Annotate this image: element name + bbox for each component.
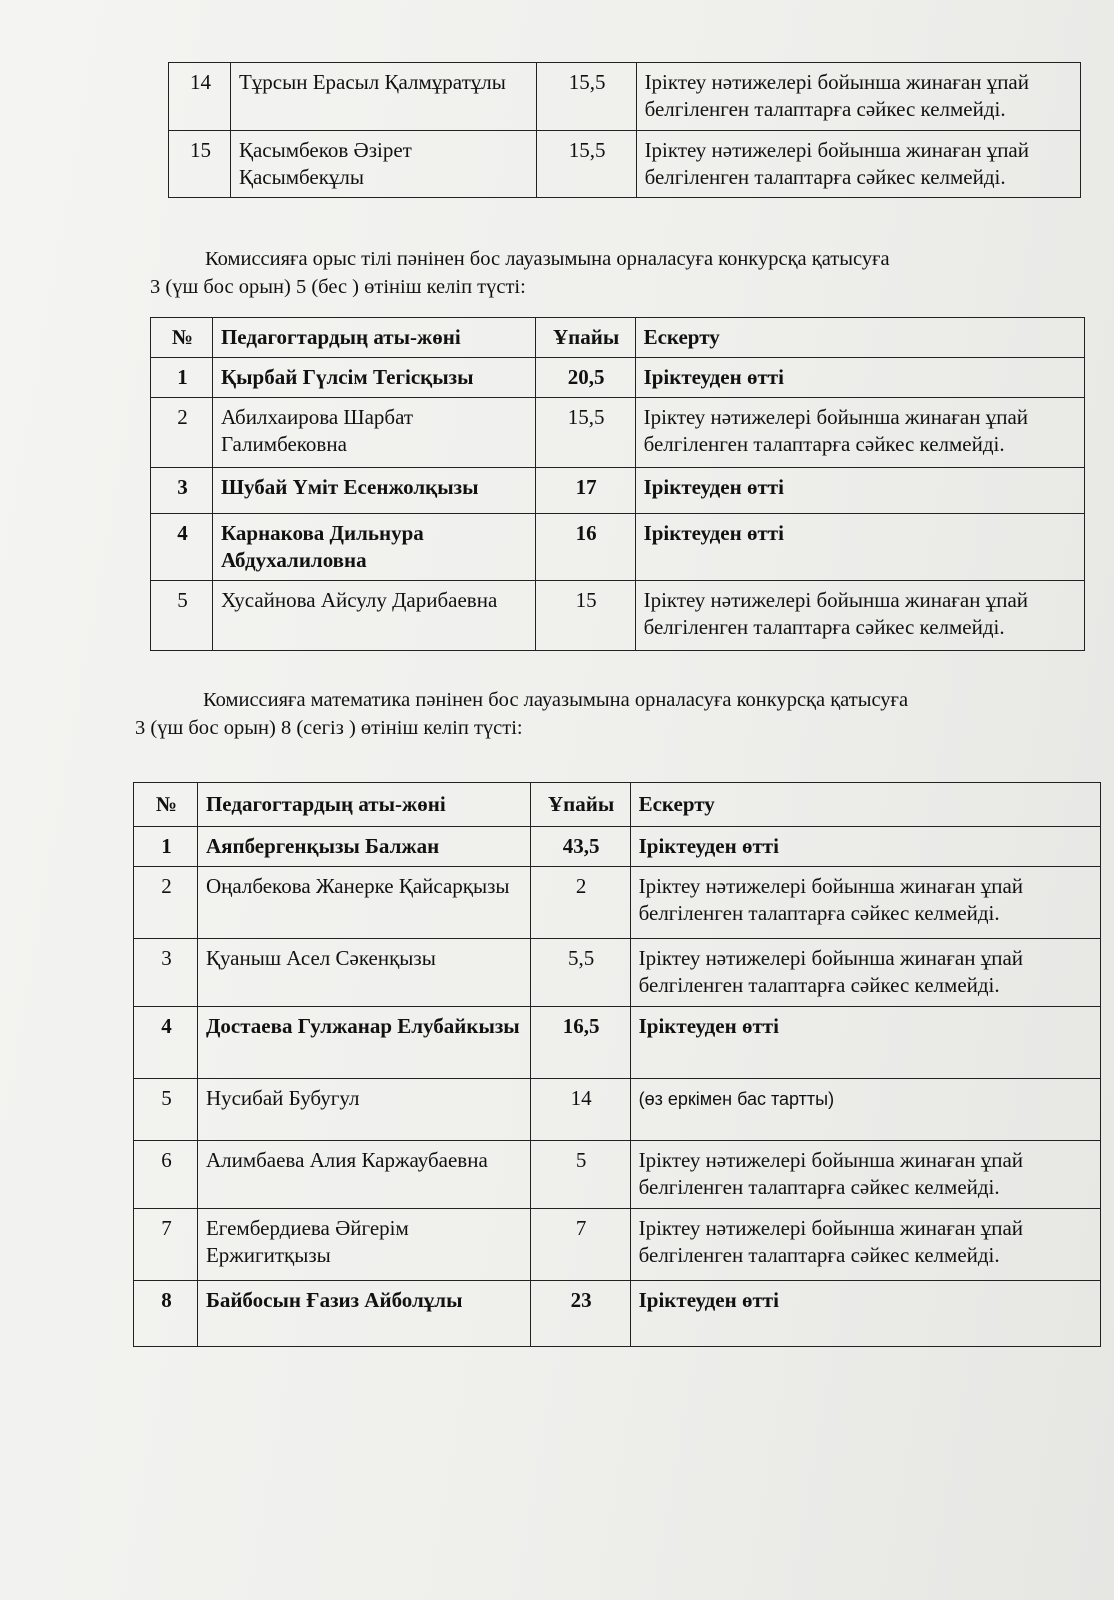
score-value: 14 bbox=[530, 1079, 630, 1141]
row-number: 1 bbox=[134, 827, 198, 867]
score-value: 16,5 bbox=[530, 1007, 630, 1079]
score-value: 2 bbox=[530, 867, 630, 939]
teacher-name: Қасымбеков Әзірет Қасымбекұлы bbox=[230, 131, 536, 198]
table-row bbox=[151, 398, 1085, 468]
row-number: 3 bbox=[151, 468, 213, 514]
teacher-name: Қырбай Гүлсім Тегісқызы bbox=[212, 358, 535, 398]
header-score: Ұпайы bbox=[530, 783, 630, 827]
score-value: 7 bbox=[530, 1209, 630, 1281]
teacher-name: Оңалбекова Жанерке Қайсарқызы bbox=[197, 867, 530, 939]
table-top-body bbox=[169, 63, 1081, 198]
paragraph-math bbox=[135, 686, 1075, 742]
row-number: 4 bbox=[134, 1007, 198, 1079]
table-row bbox=[134, 1281, 1101, 1347]
header-number: № bbox=[151, 318, 213, 358]
header-remark: Ескерту bbox=[635, 318, 1084, 358]
remark: Іріктеу нәтижелері бойынша жинаған ұпай белгіленген талаптарға сәйкес келмейді. bbox=[630, 1141, 1100, 1209]
table-russian-body bbox=[151, 318, 1085, 651]
table-math bbox=[133, 782, 1101, 1347]
row-number: 6 bbox=[134, 1141, 198, 1209]
remark: Іріктеуден өтті bbox=[635, 514, 1084, 581]
table-row bbox=[134, 1007, 1101, 1079]
header-score: Ұпайы bbox=[535, 318, 635, 358]
teacher-name: Байбосын Ғазиз Айболұлы bbox=[197, 1281, 530, 1347]
score-value: 15,5 bbox=[536, 131, 636, 198]
remark: Іріктеу нәтижелері бойынша жинаған ұпай белгіленген талаптарға сәйкес келмейді. bbox=[630, 1209, 1100, 1281]
row-number: 8 bbox=[134, 1281, 198, 1347]
remark: Іріктеуден өтті bbox=[635, 468, 1084, 514]
score-value: 15 bbox=[535, 581, 635, 651]
teacher-name: Қуаныш Асел Сәкенқызы bbox=[197, 939, 530, 1007]
score-value: 20,5 bbox=[535, 358, 635, 398]
remark: Іріктеу нәтижелері бойынша жинаған ұпай белгіленген талаптарға сәйкес келмейді. bbox=[635, 398, 1084, 468]
table-row bbox=[134, 1141, 1101, 1209]
remark-text: (өз еркімен бас тартты) bbox=[638, 1089, 835, 1109]
teacher-name: Абилхаирова Шарбат Галимбековна bbox=[212, 398, 535, 468]
score-value: 16 bbox=[535, 514, 635, 581]
table-header-row bbox=[134, 783, 1101, 827]
table-row bbox=[134, 827, 1101, 867]
score-value: 15,5 bbox=[535, 398, 635, 468]
paragraph-math-line1: Комиссияға математика пәнінен бос лауазымына орналасуға конкурсқа қатысуға bbox=[203, 689, 909, 711]
teacher-name: Нусибай Бубугул bbox=[197, 1079, 530, 1141]
table-row bbox=[151, 358, 1085, 398]
score-value: 5 bbox=[530, 1141, 630, 1209]
remark: Іріктеу нәтижелері бойынша жинаған ұпай белгіленген талаптарға сәйкес келмейді. bbox=[636, 63, 1080, 131]
score-value: 17 bbox=[535, 468, 635, 514]
score-value: 5,5 bbox=[530, 939, 630, 1007]
header-number: № bbox=[134, 783, 198, 827]
table-row bbox=[134, 1079, 1101, 1141]
teacher-name: Егембердиева Әйгерім Ержигитқызы bbox=[197, 1209, 530, 1281]
table-math-body bbox=[134, 783, 1101, 1347]
teacher-name: Алимбаева Алия Каржаубаевна bbox=[197, 1141, 530, 1209]
remark: Іріктеу нәтижелері бойынша жинаған ұпай белгіленген талаптарға сәйкес келмейді. bbox=[630, 939, 1100, 1007]
table-row bbox=[134, 939, 1101, 1007]
table-row bbox=[151, 581, 1085, 651]
row-number: 4 bbox=[151, 514, 213, 581]
row-number: 2 bbox=[151, 398, 213, 468]
teacher-name: Хусайнова Айсулу Дарибаевна bbox=[212, 581, 535, 651]
row-number: 1 bbox=[151, 358, 213, 398]
table-row bbox=[169, 63, 1081, 131]
row-number: 2 bbox=[134, 867, 198, 939]
row-number: 14 bbox=[169, 63, 231, 131]
teacher-name: Аяпбергенқызы Балжан bbox=[197, 827, 530, 867]
teacher-name: Шубай Үміт Есенжолқызы bbox=[212, 468, 535, 514]
remark: Іріктеу нәтижелері бойынша жинаған ұпай белгіленген талаптарға сәйкес келмейді. bbox=[630, 867, 1100, 939]
header-name: Педагогтардың аты-жөні bbox=[197, 783, 530, 827]
paragraph-russian bbox=[150, 245, 1070, 301]
row-number: 5 bbox=[134, 1079, 198, 1141]
row-number: 15 bbox=[169, 131, 231, 198]
teacher-name: Карнакова Дильнура Абдухалиловна bbox=[212, 514, 535, 581]
remark bbox=[630, 1079, 1100, 1141]
score-value: 23 bbox=[530, 1281, 630, 1347]
paragraph-russian-line1: Комиссияға орыс тілі пәнінен бос лауазымына орналасуға конкурсқа қатысуға bbox=[205, 248, 890, 270]
remark: Іріктеу нәтижелері бойынша жинаған ұпай белгіленген талаптарға сәйкес келмейді. bbox=[635, 581, 1084, 651]
teacher-name: Достаева Гулжанар Елубайкызы bbox=[197, 1007, 530, 1079]
header-name: Педагогтардың аты-жөні bbox=[212, 318, 535, 358]
table-header-row bbox=[151, 318, 1085, 358]
remark: Іріктеуден өтті bbox=[630, 1007, 1100, 1079]
table-row bbox=[151, 514, 1085, 581]
row-number: 7 bbox=[134, 1209, 198, 1281]
table-row bbox=[134, 867, 1101, 939]
table-row bbox=[169, 131, 1081, 198]
score-value: 15,5 bbox=[536, 63, 636, 131]
row-number: 5 bbox=[151, 581, 213, 651]
remark: Іріктеу нәтижелері бойынша жинаған ұпай белгіленген талаптарға сәйкес келмейді. bbox=[636, 131, 1080, 198]
table-row bbox=[151, 468, 1085, 514]
score-value: 43,5 bbox=[530, 827, 630, 867]
paragraph-math-line2: 3 (үш бос орын) 8 (сегіз ) өтініш келіп түсті: bbox=[135, 717, 523, 739]
table-top bbox=[168, 62, 1081, 198]
paragraph-russian-line2: 3 (үш бос орын) 5 (бес ) өтініш келіп түсті: bbox=[150, 276, 526, 298]
remark: Іріктеуден өтті bbox=[630, 1281, 1100, 1347]
row-number: 3 bbox=[134, 939, 198, 1007]
table-row bbox=[134, 1209, 1101, 1281]
teacher-name: Тұрсын Ерасыл Қалмұратұлы bbox=[230, 63, 536, 131]
header-remark: Ескерту bbox=[630, 783, 1100, 827]
remark: Іріктеуден өтті bbox=[630, 827, 1100, 867]
remark: Іріктеуден өтті bbox=[635, 358, 1084, 398]
table-russian bbox=[150, 317, 1085, 651]
